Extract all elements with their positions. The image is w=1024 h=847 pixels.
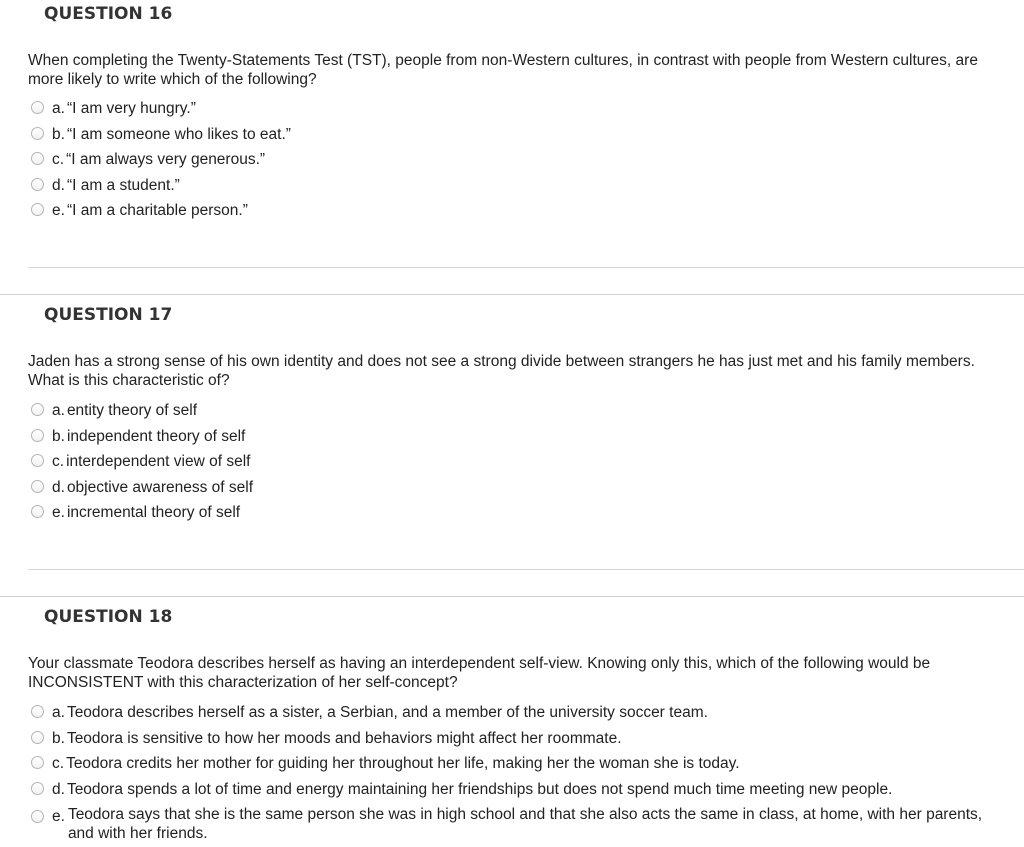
question-text [28,51,1024,89]
radio-button[interactable] [31,127,44,140]
question-text [28,352,1024,390]
answer-options [31,99,291,227]
option-text: interdependent view of self [66,453,251,470]
option-e[interactable] [31,805,998,845]
option-text: “I am a student.” [66,176,180,194]
option-text: “I am very hungry.” [66,100,196,117]
option-c[interactable] [31,150,291,176]
radio-button[interactable] [31,756,44,769]
option-text: “I am always very generous.” [66,151,266,168]
option-letter: e. [52,202,65,219]
section-divider [0,596,1024,597]
option-text: entity theory of self [66,402,198,419]
answer-options [31,703,998,845]
option-letter: c. [52,151,65,168]
question-text-line: more likely to write which of the following? [28,71,317,88]
option-letter: a. [52,100,65,117]
option-letter: d. [52,478,65,496]
question-text-line: Jaden has a strong sense of his own identity and does not see a strong divide between strangers he has just met and his family members. [28,353,975,370]
question-text-line: What is this characteristic of? [28,372,230,389]
radio-button[interactable] [31,731,44,744]
radio-button[interactable] [31,454,44,467]
question-header: QUESTION 17 [44,305,173,325]
option-letter: b. [52,427,65,445]
option-d[interactable] [31,478,253,504]
section-divider [0,294,1024,295]
option-d[interactable] [31,780,998,806]
option-a[interactable] [31,401,253,427]
option-letter: d. [52,780,65,798]
option-c[interactable] [31,754,998,780]
option-text: incremental theory of self [66,504,241,521]
option-a[interactable] [31,703,998,729]
option-b[interactable] [31,427,253,453]
option-e[interactable] [31,503,253,529]
option-letter: d. [52,176,65,194]
option-text: objective awareness of self [66,478,254,496]
option-b[interactable] [31,125,291,151]
question-text-line: INCONSISTENT with this characterization of her self-concept? [28,674,458,691]
question-divider [28,267,1024,268]
question-text-line: Your classmate Teodora describes herself as having an interdependent self-view. Knowing only this, which of the following would be [28,655,931,672]
question-divider [28,569,1024,570]
radio-button[interactable] [31,203,44,216]
option-letter: e. [52,808,65,825]
radio-button[interactable] [31,152,44,165]
answer-options [31,401,253,529]
option-text: Teodora spends a lot of time and energy maintaining her friendships but does not spend much time meeting new people. [66,780,893,798]
question-header: QUESTION 18 [44,607,173,627]
question-header: QUESTION 16 [44,4,173,24]
question-text [28,654,1024,692]
radio-button[interactable] [31,429,44,442]
option-a[interactable] [31,99,291,125]
option-c[interactable] [31,452,253,478]
option-letter: b. [52,125,65,143]
option-text: “I am someone who likes to eat.” [66,125,291,143]
option-text: Teodora credits her mother for guiding her throughout her life, making her the woman she is today. [66,755,740,772]
option-text: Teodora says that she is the same person she was in high school and that she also acts the same in class, at home, with her parents, and with her friends. [67,806,983,842]
option-letter: c. [52,453,65,470]
option-letter: a. [52,402,65,419]
option-letter: e. [52,504,65,521]
radio-button[interactable] [31,101,44,114]
radio-button[interactable] [31,178,44,191]
question-text-line: When completing the Twenty-Statements Test (TST), people from non-Western cultures, in contrast with people from Western cultures, are [28,52,978,69]
option-letter: b. [52,729,65,747]
radio-button[interactable] [31,480,44,493]
radio-button[interactable] [31,403,44,416]
option-b[interactable] [31,729,998,755]
radio-button[interactable] [31,782,44,795]
option-letter: a. [52,704,65,721]
option-text: Teodora describes herself as a sister, a Serbian, and a member of the university soccer team. [66,704,708,721]
option-text: “I am a charitable person.” [66,202,248,219]
radio-button[interactable] [31,810,44,823]
option-letter: c. [52,755,65,772]
option-text: independent theory of self [66,427,246,445]
radio-button[interactable] [31,705,44,718]
option-e[interactable] [31,201,291,227]
option-text: Teodora is sensitive to how her moods and behaviors might affect her roommate. [66,729,622,747]
option-d[interactable] [31,176,291,202]
radio-button[interactable] [31,505,44,518]
